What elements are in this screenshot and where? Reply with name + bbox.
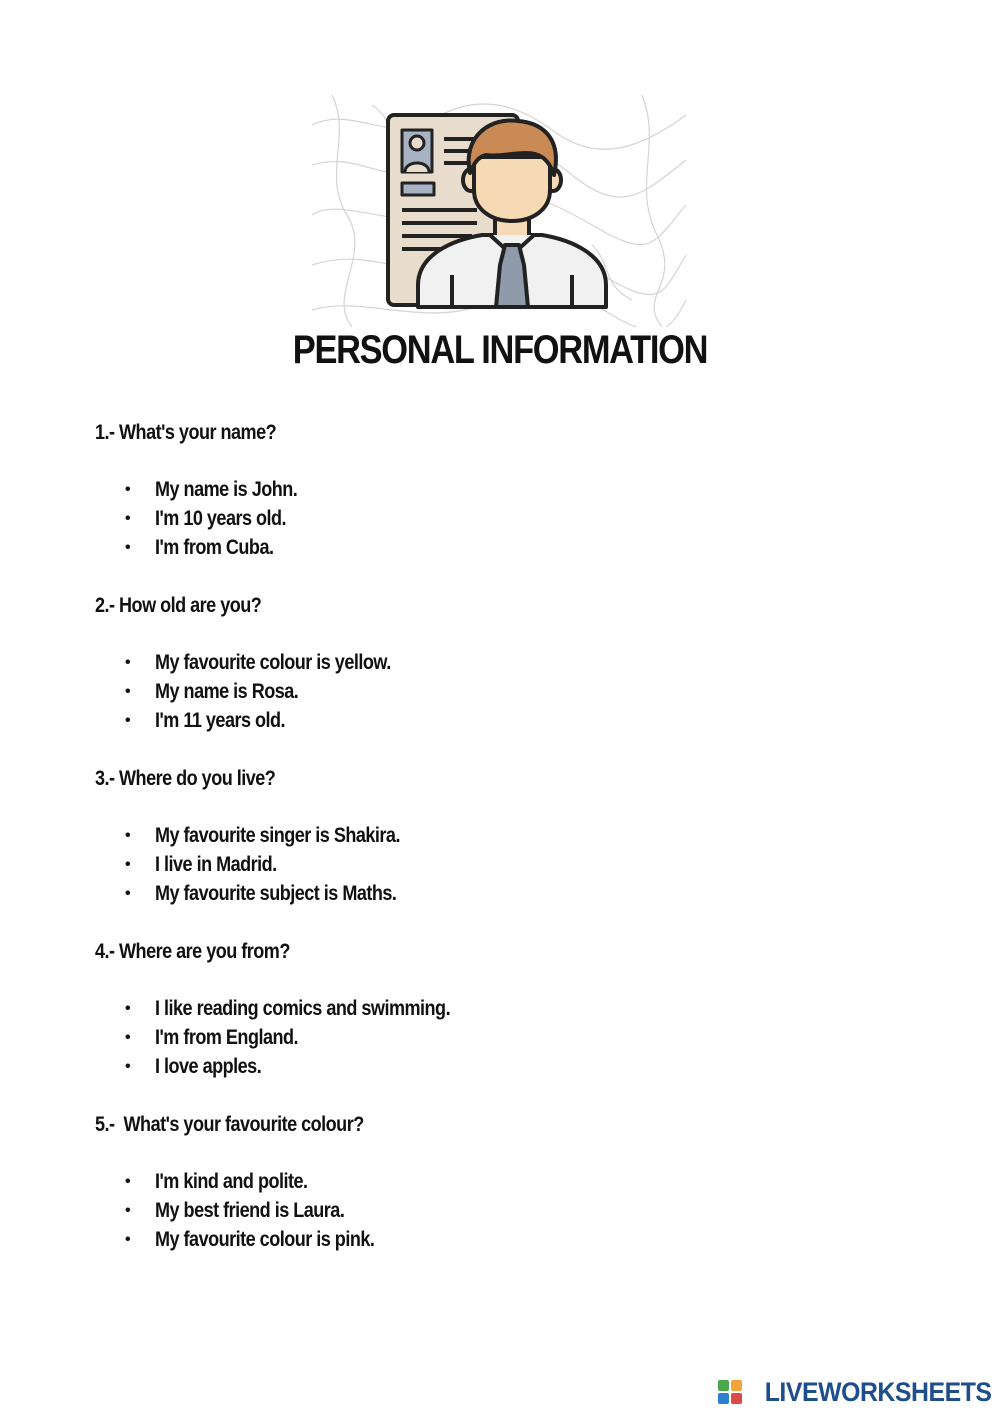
question-block-2: [95, 591, 895, 764]
bullet-icon: •: [125, 480, 131, 498]
answer-option[interactable]: [95, 1023, 895, 1052]
answer-text: My name is John.: [155, 477, 298, 501]
answer-option[interactable]: [95, 879, 895, 908]
answer-options: [95, 648, 895, 735]
question-block-1: [95, 418, 895, 591]
bullet-icon: •: [125, 884, 131, 902]
answer-options: [95, 475, 895, 562]
answer-option[interactable]: [95, 821, 895, 850]
person-id-card-illustration: [312, 95, 686, 327]
answer-text: My favourite colour is yellow.: [155, 650, 391, 674]
answer-option[interactable]: [95, 1167, 895, 1196]
answer-text: I'm 11 years old.: [155, 708, 286, 732]
answer-text: My best friend is Laura.: [155, 1198, 345, 1222]
bullet-icon: •: [125, 509, 131, 527]
question-block-3: [95, 764, 895, 937]
answer-option[interactable]: [95, 504, 895, 533]
bullet-icon: •: [125, 826, 131, 844]
answer-text: I'm from Cuba.: [155, 535, 274, 559]
liveworksheets-brand: [718, 1377, 992, 1407]
bullet-icon: •: [125, 711, 131, 729]
bullet-icon: •: [125, 1028, 131, 1046]
question-text: 2.- How old are you?: [95, 594, 262, 617]
question-block-4: [95, 937, 895, 1110]
answer-option[interactable]: [95, 850, 895, 879]
answer-option[interactable]: [95, 1225, 895, 1254]
answer-text: I'm 10 years old.: [155, 506, 287, 530]
answer-options: [95, 821, 895, 908]
bullet-icon: •: [125, 999, 131, 1017]
answer-option[interactable]: [95, 1196, 895, 1225]
answer-text: My name is Rosa.: [155, 679, 299, 703]
question-list: [95, 418, 895, 1283]
bullet-icon: •: [125, 1172, 131, 1190]
answer-options: [95, 994, 895, 1081]
bullet-icon: •: [125, 653, 131, 671]
answer-text: I like reading comics and swimming.: [155, 996, 451, 1020]
question-text: 3.- Where do you live?: [95, 767, 276, 790]
answer-text: I'm kind and polite.: [155, 1169, 308, 1193]
answer-text: I'm from England.: [155, 1025, 299, 1049]
answer-text: My favourite subject is Maths.: [155, 881, 397, 905]
answer-option[interactable]: [95, 706, 895, 735]
liveworksheets-logo-icon: [718, 1380, 742, 1404]
question-text: 1.- What's your name?: [95, 421, 277, 444]
bullet-icon: •: [125, 682, 131, 700]
question-text: 4.- Where are you from?: [95, 940, 290, 963]
answer-text: I live in Madrid.: [155, 852, 277, 876]
answer-options: [95, 1167, 895, 1254]
answer-text: I love apples.: [155, 1054, 262, 1078]
answer-option[interactable]: [95, 677, 895, 706]
question-text: 5.- What's your favourite colour?: [95, 1113, 364, 1136]
bullet-icon: •: [125, 1201, 131, 1219]
answer-option[interactable]: [95, 475, 895, 504]
brand-name: LIVEWORKSHEETS: [765, 1376, 992, 1407]
bullet-icon: •: [125, 1230, 131, 1248]
bullet-icon: •: [125, 855, 131, 873]
answer-option[interactable]: [95, 994, 895, 1023]
page-title: PERSONAL INFORMATION: [292, 328, 708, 372]
answer-text: My favourite colour is pink.: [155, 1227, 375, 1251]
answer-option[interactable]: [95, 648, 895, 677]
answer-option[interactable]: [95, 533, 895, 562]
bullet-icon: •: [125, 1057, 131, 1075]
bullet-icon: •: [125, 538, 131, 556]
question-block-5: [95, 1110, 895, 1283]
answer-text: My favourite singer is Shakira.: [155, 823, 400, 847]
answer-option[interactable]: [95, 1052, 895, 1081]
